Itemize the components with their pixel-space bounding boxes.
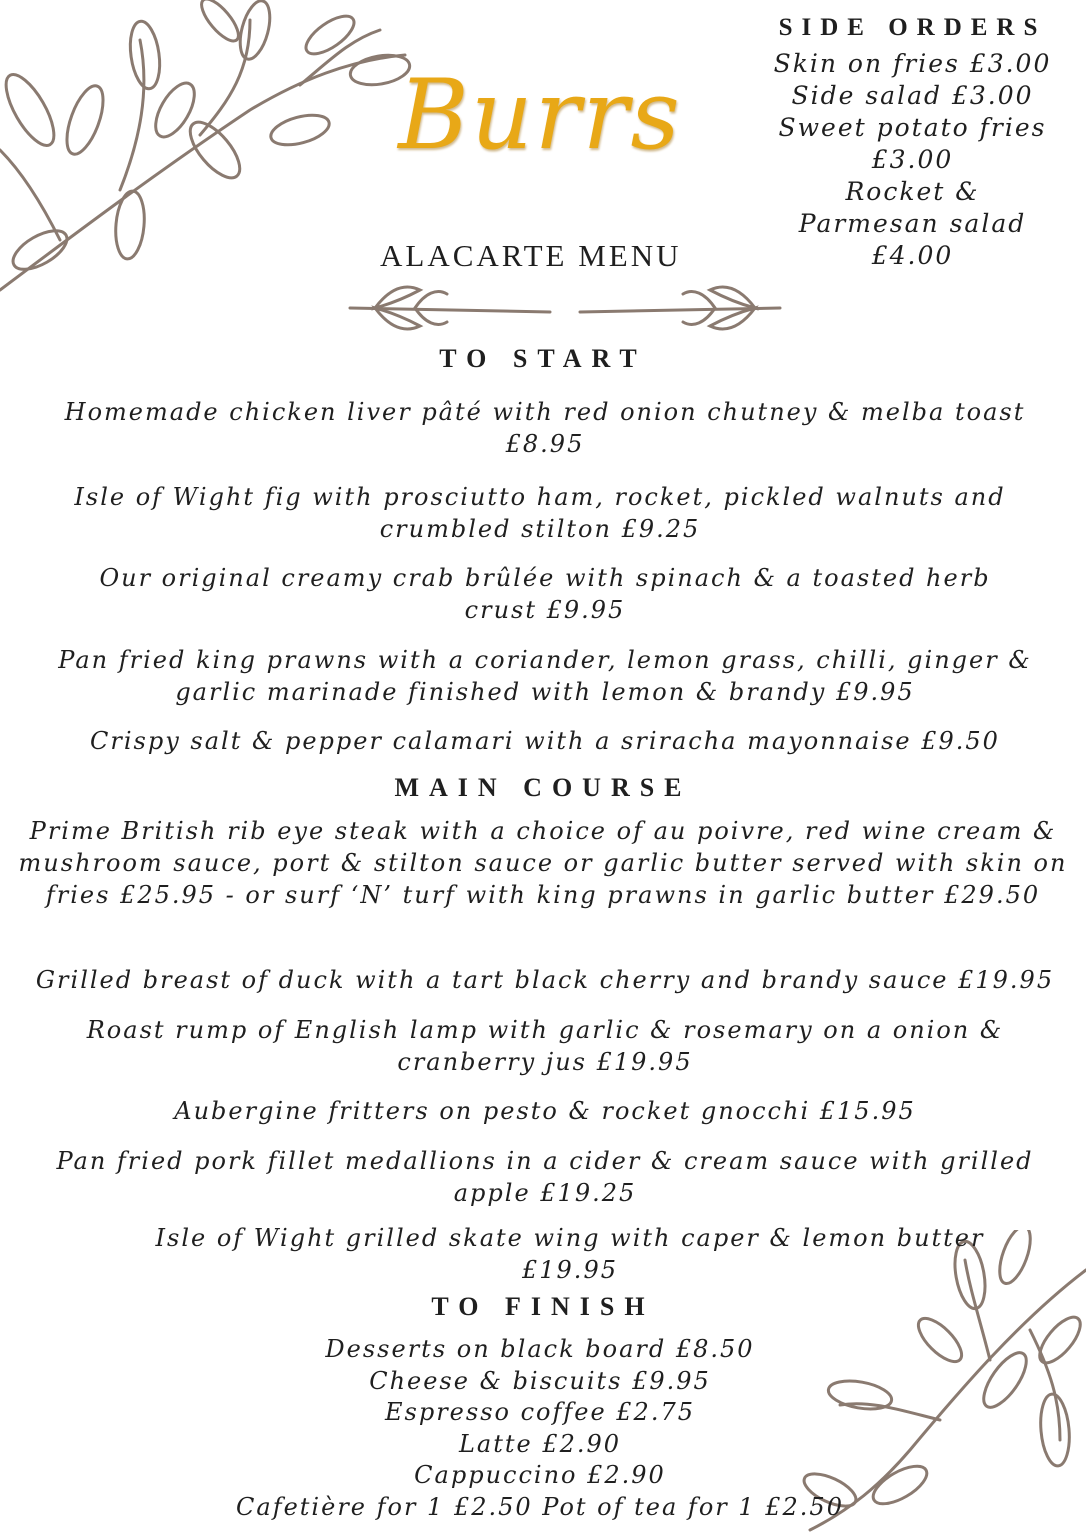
finish-item: Latte £2.90 (458, 1429, 622, 1458)
side-order-item: Rocket & Parmesan salad £4.00 (798, 177, 1027, 270)
to-finish-heading: TO FINISH (431, 1292, 655, 1321)
side-order-item: Skin on fries £3.00 (773, 49, 1052, 78)
leaf-branch-top-left (0, 0, 420, 300)
main-item: Aubergine fritters on pesto & rocket gnocchi £15.95 (174, 1097, 916, 1125)
main-course-heading: MAIN COURSE (394, 773, 692, 802)
starter-item: Homemade chicken liver pâté with red onion chutney & melba toast £8.95 (64, 398, 1026, 458)
finish-item: Cappuccino £2.90 (414, 1461, 666, 1489)
main-item: Roast rump of English lamp with garlic & rosemary on a onion & cranberry jus £19.95 (86, 1016, 1004, 1076)
starter-item: Our original creamy crab brûlée with spinach & a toasted herb crust £9.95 (99, 564, 991, 624)
side-orders-heading: SIDE ORDERS (778, 14, 1047, 41)
side-order-item: Sweet potato fries £3.00 (778, 113, 1047, 174)
brand-logo (370, 10, 710, 220)
main-item: Pan fried pork fillet medallions in a cider & cream sauce with grilled apple £19.25 (56, 1147, 1034, 1207)
main-item: Grilled breast of duck with a tart black cherry and brandy sauce £19.95 (35, 966, 1055, 994)
starter-item: Crispy salt & pepper calamari with a sriracha mayonnaise £9.50 (90, 727, 1000, 755)
arrow-divider (345, 268, 785, 348)
starter-item: Pan fried king prawns with a coriander, lemon grass, chilli, ginger & garlic marinade finished with lemon & brandy £9.95 (58, 646, 1032, 706)
side-orders-section (745, 14, 1080, 272)
finish-item: Desserts on black board £8.50 (325, 1335, 755, 1363)
finish-item: Cafetière for 1 £2.50 Pot of tea for 1 £2.50 (236, 1492, 844, 1521)
logo-wordmark: Burrs (398, 59, 682, 171)
starter-item: Isle of Wight fig with prosciutto ham, rocket, pickled walnuts and crumbled stilton £9.25 (74, 483, 1006, 543)
main-item: Prime British rib eye steak with a choice of au poivre, red wine cream & mushroom sauce, port & stilton sauce or garlic butter served with skin on fries £25.95 - or surf ‘N’ turf with king prawns in garlic butter £29.50 (18, 817, 1068, 909)
finish-item: Cheese & biscuits £9.95 (369, 1366, 711, 1395)
side-order-item: Side salad £3.00 (791, 81, 1034, 110)
main-item: Isle of Wight grilled skate wing with caper & lemon butter £19.95 (155, 1224, 985, 1284)
menu-title: ALACARTE MENU (380, 238, 682, 273)
finish-item: Espresso coffee £2.75 (385, 1398, 695, 1426)
finish-list (230, 1334, 850, 1523)
to-start-heading: TO START (439, 344, 647, 373)
